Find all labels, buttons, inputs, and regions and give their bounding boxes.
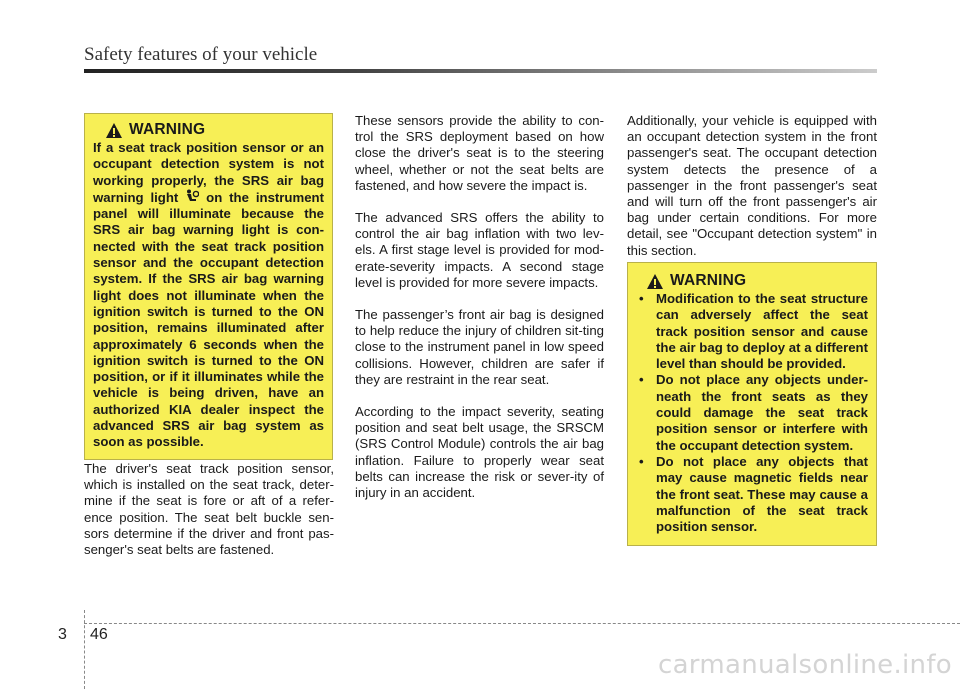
left-paragraph: The driver's seat track position sensor, which is installed on the seat track, deter-mine if the seat is fore or aft of a refer-ence position. The seat belt buckle sen-sors determine if the driver and front pas-senger's seat belts are fastened. <box>84 461 334 558</box>
page-header-title: Safety features of your vehicle <box>84 44 318 65</box>
warning-heading <box>93 122 324 139</box>
middle-paragraph-3: The passenger’s front air bag is designed to help reduce the injury of children sit-ting close to the instrument panel in low speed collisions. However, children are safer if they are restraint in the rear seat. <box>355 307 604 387</box>
warning-title: WARNING <box>670 272 747 290</box>
warning-triangle-icon <box>646 273 664 290</box>
header-rule <box>84 69 877 73</box>
warning-triangle-icon <box>105 122 123 139</box>
left-column <box>84 461 334 574</box>
middle-paragraph-4: According to the impact severity, seating position and seat belt usage, the SRSCM (SRS Control Module) controls the air bag inflation. Failure to properly wear seat belts can increase the risk or sever-ity of injury in an accident. <box>355 404 604 501</box>
warning-title: WARNING <box>129 121 206 139</box>
warning-box-right <box>627 262 877 546</box>
warning-list-item: • Do not place any objects under-neath the front seats as they could damage the seat track position sensor or interfere with the occupant detection system. <box>636 372 868 453</box>
warning-text <box>93 140 324 451</box>
watermark: carmanualsonline.info <box>657 650 952 680</box>
right-paragraph: Additionally, your vehicle is equipped with an occupant detection system in the front passenger's seat. The occupant detection system detects the presence of a passenger in the front passenger's seat and will turn off the front passenger's air bag under certain conditions. For more detail, see "Occupant detection system" in this section. <box>627 113 877 258</box>
warning-box-left <box>84 113 333 460</box>
warning-list-item: • Do not place any objects that may cause magnetic fields near the front seat. These may cause a malfunction of the seat track position sensor. <box>636 454 868 535</box>
warning-list <box>636 291 868 535</box>
middle-paragraph-2: The advanced SRS offers the ability to control the air bag inflation with two lev-els. A first stage level is provided for mod-erate-severity impacts. A second stage level is provided for more severe impacts. <box>355 210 604 290</box>
page-number: 46 <box>90 626 108 643</box>
airbag-warning-icon <box>185 189 199 204</box>
right-column <box>627 113 877 275</box>
footer-vertical-rule <box>84 610 85 689</box>
warning-text-part1: If a seat track position sensor or an occupant detection system is not working properly, the SRS air bag warning light <box>93 140 324 205</box>
middle-column <box>355 113 604 517</box>
middle-paragraph-1: These sensors provide the ability to con-trol the SRS deployment based on how close the driver's seat is to the steering wheel, whether or not the seat belts are fastened, and how severe the impact is. <box>355 113 604 193</box>
footer-dashed-rule <box>84 623 960 624</box>
chapter-number: 3 <box>58 626 67 643</box>
warning-list-item: • Modification to the seat structure can adversely affect the seat track position sensor and cause the air bag to deploy at a different level than should be provided. <box>636 291 868 372</box>
warning-text-part2: on the instrument panel will illuminate because the SRS air bag warning light is con-nected with the seat track position sensor and the occupant detection system. If the SRS air bag warning light does not illuminate when the ignition switch is turned to the ON position, remains illuminated after approximately 6 seconds when the ignition switch is turned to the ON position, or if it illuminates while the vehicle is being driven, have an authorized KIA dealer inspect the advanced SRS air bag system as soon as possible. <box>93 189 324 450</box>
warning-heading <box>636 273 868 290</box>
